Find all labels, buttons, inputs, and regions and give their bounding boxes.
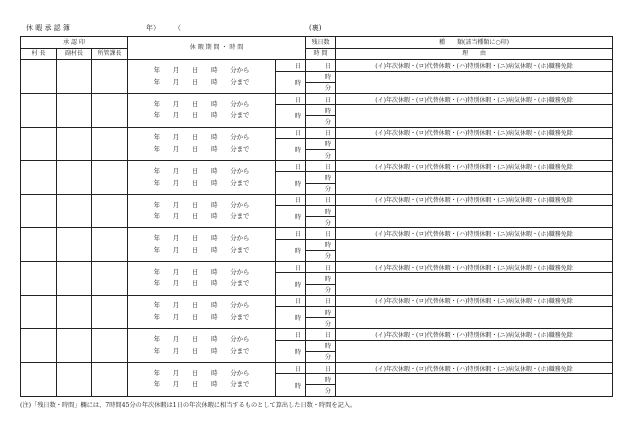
leave-row <box>21 60 613 71</box>
period-hours-unit[interactable]: 時 <box>276 273 306 295</box>
leave-period-cell[interactable] <box>128 295 276 329</box>
remaining-days-unit[interactable]: 日 <box>306 194 336 205</box>
remaining-days-unit[interactable]: 日 <box>306 329 336 340</box>
reason-cell[interactable] <box>336 306 613 328</box>
deputy-mayor-seal-cell[interactable] <box>57 228 92 262</box>
leave-row <box>21 94 613 105</box>
leave-period-cell[interactable] <box>128 161 276 195</box>
period-to: 年 月 日 時 分まで <box>153 245 250 254</box>
remaining-minutes-unit[interactable]: 分 <box>306 183 336 194</box>
section-chief-seal-cell[interactable] <box>92 228 128 262</box>
register-title: 休 暇 承 認 簿 <box>26 24 70 32</box>
year-label: 年） <box>146 24 160 32</box>
period-from: 年 月 日 時 分から <box>153 99 250 108</box>
section-chief-seal-cell[interactable] <box>92 262 128 296</box>
deputy-mayor-seal-cell[interactable] <box>57 94 92 128</box>
leave-row <box>21 228 613 239</box>
period-hours-unit[interactable]: 時 <box>276 172 306 194</box>
leave-kind-options[interactable]: (イ)年次休暇・(ロ)代替休暇・(ハ)特別休暇・(ニ)病気休暇・(ホ)職務免除 <box>336 161 613 172</box>
period-days-unit[interactable]: 日 <box>276 94 306 105</box>
remaining-days-unit[interactable]: 日 <box>306 94 336 105</box>
section-chief-seal-cell[interactable] <box>92 127 128 161</box>
footnote: (注)「残日数・時間」欄には、7時間45分の年次休暇は1日の年次休暇に相当するものとして算出した日数・時間を記入。 <box>20 402 357 409</box>
remaining-hours-unit[interactable]: 時 <box>306 239 336 250</box>
period-days-unit[interactable]: 日 <box>276 228 306 239</box>
remaining-hours-unit[interactable]: 時 <box>306 138 336 149</box>
approval-group-header: 承 認 印 <box>21 37 128 49</box>
leave-period-cell[interactable] <box>128 127 276 161</box>
deputy-mayor-seal-cell[interactable] <box>57 295 92 329</box>
period-days-unit[interactable]: 日 <box>276 262 306 273</box>
remaining-minutes-unit[interactable]: 分 <box>306 284 336 295</box>
section-chief-seal-cell[interactable] <box>92 94 128 128</box>
period-days-unit[interactable]: 日 <box>276 60 306 71</box>
reason-cell[interactable] <box>336 138 613 160</box>
period-days-unit[interactable]: 日 <box>276 161 306 172</box>
remaining-hours-unit[interactable]: 時 <box>306 206 336 217</box>
leave-kind-options[interactable]: (イ)年次休暇・(ロ)代替休暇・(ハ)特別休暇・(ニ)病気休暇・(ホ)職務免除 <box>336 295 613 306</box>
remaining-days-unit[interactable]: 日 <box>306 228 336 239</box>
leave-approval-table <box>20 36 613 397</box>
deputy-mayor-seal-cell[interactable] <box>57 362 92 396</box>
period-from: 年 月 日 時 分から <box>153 234 250 243</box>
period-to: 年 月 日 時 分まで <box>153 313 250 321</box>
reason-cell[interactable] <box>336 206 613 228</box>
period-header: 休 暇 期 間 ・ 時 間 <box>128 37 306 60</box>
section-chief-seal-cell[interactable] <box>92 161 128 195</box>
period-to: 年 月 日 時 分まで <box>153 279 250 288</box>
deputy-mayor-seal-cell[interactable] <box>57 329 92 363</box>
remaining-hours-unit[interactable]: 時 <box>306 340 336 351</box>
period-days-unit[interactable]: 日 <box>276 194 306 205</box>
leave-row <box>21 362 613 373</box>
leave-kind-options[interactable]: (イ)年次休暇・(ロ)代替休暇・(ハ)特別休暇・(ニ)病気休暇・(ホ)職務免除 <box>336 329 613 340</box>
leave-period-cell[interactable] <box>128 194 276 228</box>
mayor-header: 村 長 <box>21 49 57 60</box>
reason-cell[interactable] <box>336 340 613 362</box>
leave-kind-options[interactable]: (イ)年次休暇・(ロ)代替休暇・(ハ)特別休暇・(ニ)病気休暇・(ホ)職務免除 <box>336 228 613 239</box>
remaining-hours-unit[interactable]: 時 <box>306 105 336 116</box>
remaining-minutes-unit[interactable]: 分 <box>306 318 336 329</box>
period-hours-unit[interactable]: 時 <box>276 138 306 160</box>
remaining-days-unit[interactable]: 日 <box>306 295 336 306</box>
mayor-seal-cell[interactable] <box>21 262 57 296</box>
remaining-minutes-unit[interactable]: 分 <box>306 217 336 228</box>
reason-cell[interactable] <box>336 374 613 397</box>
period-days-unit[interactable]: 日 <box>276 295 306 306</box>
section-chief-seal-cell[interactable] <box>92 295 128 329</box>
period-from: 年 月 日 時 分から <box>153 267 250 276</box>
period-hours-unit[interactable]: 時 <box>276 71 306 93</box>
year-open-paren: （ <box>174 24 181 32</box>
mayor-seal-cell[interactable] <box>21 295 57 329</box>
reason-cell[interactable] <box>336 71 613 93</box>
remaining-days-unit[interactable]: 日 <box>306 362 336 373</box>
period-hours-unit[interactable]: 時 <box>276 105 306 127</box>
period-days-unit[interactable]: 日 <box>276 127 306 138</box>
reason-cell[interactable] <box>336 172 613 194</box>
leave-period-cell[interactable] <box>128 262 276 296</box>
period-hours-unit[interactable]: 時 <box>276 206 306 228</box>
leave-period-cell[interactable] <box>128 60 276 94</box>
deputy-mayor-seal-cell[interactable] <box>57 194 92 228</box>
form-side-label: (裏) <box>309 24 322 32</box>
leave-row <box>21 295 613 306</box>
mayor-seal-cell[interactable] <box>21 194 57 228</box>
leave-period-cell[interactable] <box>128 228 276 262</box>
leave-row <box>21 161 613 172</box>
remaining-hours-unit[interactable]: 時 <box>306 306 336 317</box>
leave-period-cell[interactable] <box>128 329 276 363</box>
leave-kind-options[interactable]: (イ)年次休暇・(ロ)代替休暇・(ハ)特別休暇・(ニ)病気休暇・(ホ)職務免除 <box>336 194 613 205</box>
period-to: 年 月 日 時 分まで <box>153 380 250 389</box>
leave-kind-options[interactable]: (イ)年次休暇・(ロ)代替休暇・(ハ)特別休暇・(ニ)病気休暇・(ホ)職務免除 <box>336 60 613 71</box>
section-chief-seal-cell[interactable] <box>92 362 128 396</box>
section-chief-seal-cell[interactable] <box>92 60 128 94</box>
leave-row <box>21 329 613 340</box>
period-to: 年 月 日 時 分まで <box>153 111 250 120</box>
reason-cell[interactable] <box>336 273 613 295</box>
period-hours-unit[interactable]: 時 <box>276 340 306 362</box>
reason-header: 理 由 <box>336 49 613 60</box>
remaining-hours-unit[interactable]: 時 <box>306 172 336 183</box>
period-days-unit[interactable]: 日 <box>276 362 306 373</box>
remaining-hours-unit[interactable]: 時 <box>306 71 336 82</box>
remaining-days-unit[interactable]: 日 <box>306 127 336 138</box>
leave-kind-options[interactable]: (イ)年次休暇・(ロ)代替休暇・(ハ)特別休暇・(ニ)病気休暇・(ホ)職務免除 <box>336 362 613 373</box>
mayor-seal-cell[interactable] <box>21 228 57 262</box>
remaining-days-unit[interactable]: 日 <box>306 161 336 172</box>
leave-kind-options[interactable]: (イ)年次休暇・(ロ)代替休暇・(ハ)特別休暇・(ニ)病気休暇・(ホ)職務免除 <box>336 262 613 273</box>
period-hours-unit[interactable]: 時 <box>276 239 306 261</box>
period-to: 年 月 日 時 分まで <box>153 212 250 221</box>
remaining-minutes-unit[interactable]: 分 <box>306 150 336 161</box>
period-from: 年 月 日 時 分から <box>153 368 250 377</box>
period-to: 年 月 日 時 分まで <box>153 77 250 86</box>
remaining-days-unit[interactable]: 日 <box>306 262 336 273</box>
period-to: 年 月 日 時 分まで <box>153 178 250 187</box>
period-from: 年 月 日 時 分から <box>153 167 250 176</box>
remaining-days-header: 残日数 <box>306 37 336 49</box>
deputy-mayor-header: 副村長 <box>57 49 92 60</box>
remaining-minutes-unit[interactable]: 分 <box>306 250 336 261</box>
leave-kind-options[interactable]: (イ)年次休暇・(ロ)代替休暇・(ハ)特別休暇・(ニ)病気休暇・(ホ)職務免除 <box>336 94 613 105</box>
period-days-unit[interactable]: 日 <box>276 329 306 340</box>
remaining-hours-unit[interactable]: 時 <box>306 374 336 385</box>
mayor-seal-cell[interactable] <box>21 60 57 94</box>
leave-row <box>21 127 613 138</box>
section-chief-seal-cell[interactable] <box>92 329 128 363</box>
remaining-hours-unit[interactable]: 時 <box>306 273 336 284</box>
period-hours-unit[interactable]: 時 <box>276 374 306 397</box>
mayor-seal-cell[interactable] <box>21 127 57 161</box>
remaining-time-header: 時 間 <box>306 49 336 60</box>
kind-header: 種 類(該当種類に○印) <box>336 37 613 49</box>
deputy-mayor-seal-cell[interactable] <box>57 60 92 94</box>
deputy-mayor-seal-cell[interactable] <box>57 262 92 296</box>
mayor-seal-cell[interactable] <box>21 94 57 128</box>
leave-period-cell[interactable] <box>128 94 276 128</box>
mayor-seal-cell[interactable] <box>21 161 57 195</box>
section-chief-seal-cell[interactable] <box>92 194 128 228</box>
remaining-minutes-unit[interactable]: 分 <box>306 116 336 127</box>
reason-cell[interactable] <box>336 239 613 261</box>
period-from: 年 月 日 時 分から <box>153 66 250 75</box>
mayor-seal-cell[interactable] <box>21 329 57 363</box>
leave-kind-options[interactable]: (イ)年次休暇・(ロ)代替休暇・(ハ)特別休暇・(ニ)病気休暇・(ホ)職務免除 <box>336 127 613 138</box>
leave-row <box>21 262 613 273</box>
period-from: 年 月 日 時 分から <box>153 133 250 142</box>
period-from: 年 月 日 時 分から <box>153 335 250 344</box>
period-from: 年 月 日 時 分から <box>153 301 250 310</box>
deputy-mayor-seal-cell[interactable] <box>57 127 92 161</box>
remaining-minutes-unit[interactable]: 分 <box>306 385 336 397</box>
mayor-seal-cell[interactable] <box>21 362 57 396</box>
remaining-days-unit[interactable]: 日 <box>306 60 336 71</box>
deputy-mayor-seal-cell[interactable] <box>57 161 92 195</box>
reason-cell[interactable] <box>336 105 613 127</box>
leave-period-cell[interactable] <box>128 362 276 396</box>
section-chief-header: 所管課長 <box>92 49 128 60</box>
period-hours-unit[interactable]: 時 <box>276 306 306 328</box>
period-to: 年 月 日 時 分まで <box>153 346 250 355</box>
leave-row <box>21 194 613 205</box>
remaining-minutes-unit[interactable]: 分 <box>306 82 336 93</box>
remaining-minutes-unit[interactable]: 分 <box>306 351 336 362</box>
period-from: 年 月 日 時 分から <box>153 200 250 209</box>
period-to: 年 月 日 時 分まで <box>153 144 250 153</box>
